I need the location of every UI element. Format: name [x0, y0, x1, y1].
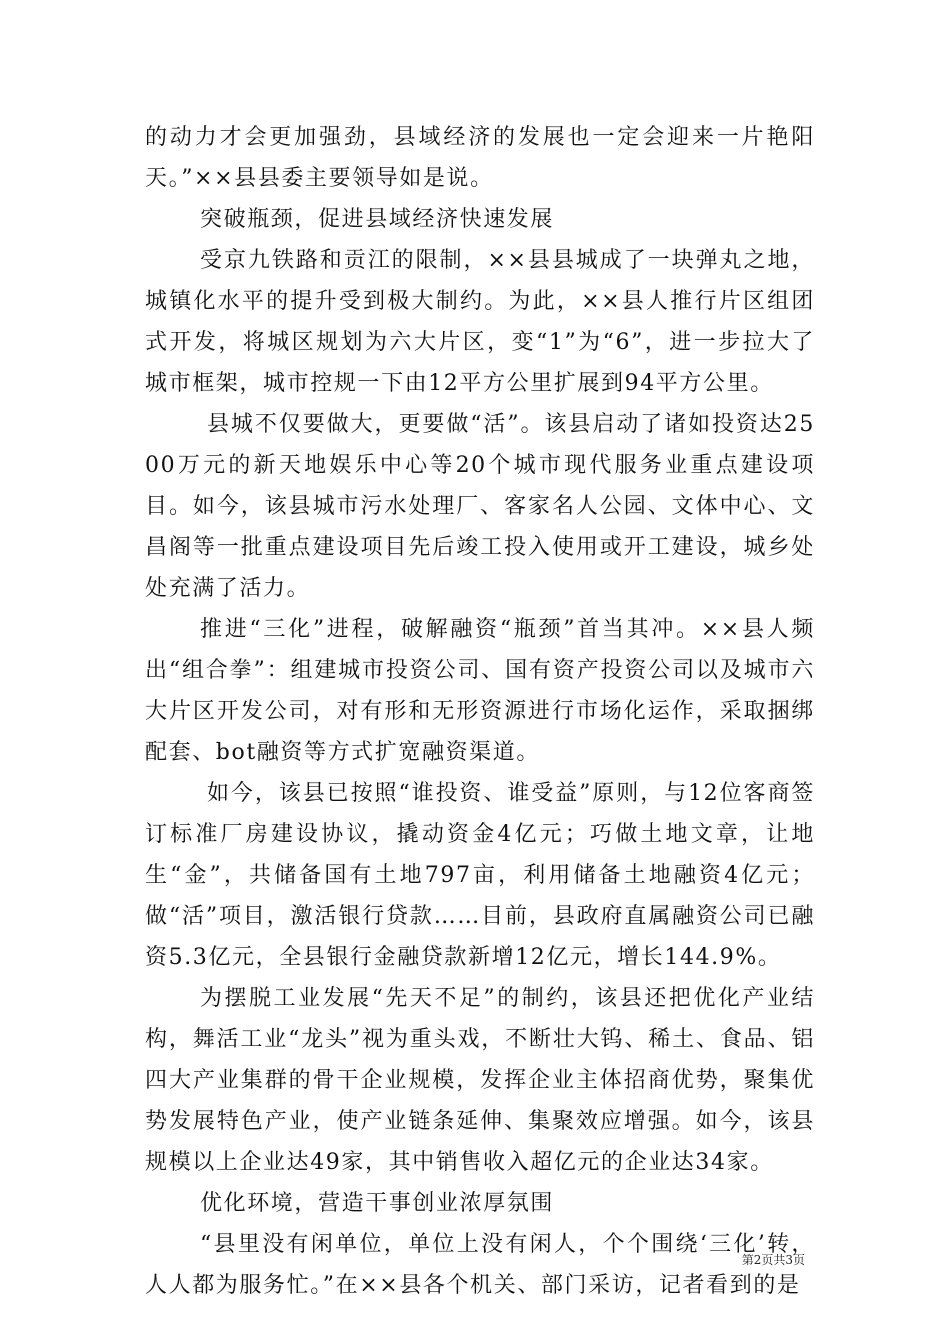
paragraph-urbanization: 受京九铁路和贡江的限制，××县县城成了一块弹丸之地，城镇化水平的提升受到极大制约。为此，××县人推行片区组团式开发，将城区规划为六大片区，变“1”为“6”，进一步拉大了城市框架，城市控规一下由12平方公里扩展到94平方公里。	[145, 248, 815, 396]
paragraph-city-vitality: 县城不仅要做大，更要做“活”。该县启动了诸如投资达2500万元的新天地娱乐中心等20个城市现代服务业重点建设项目。如今，该县城市污水处理厂、客家名人公园、文体中心、文昌阁等一批重点建设项目先后竣工投入使用或开工建设，城乡处处充满了活力。	[145, 412, 815, 601]
paragraph-service: “县里没有闲单位，单位上没有闲人，个个围绕‘三化’转，人人都为服务忙。”在××县各个机关、部门采访，记者看到的是	[145, 1232, 815, 1298]
section-heading-environment: 优化环境，营造干事创业浓厚氛围	[200, 1191, 555, 1216]
page-number-footer: 第2页共3页	[741, 1253, 805, 1267]
section-heading-breakthrough: 突破瓶颈，促进县域经济快速发展	[200, 207, 555, 232]
document-body	[145, 117, 815, 1306]
paragraph-continuation: 的动力才会更加强劲，县域经济的发展也一定会迎来一片艳阳天。”××县县委主要领导如是说。	[145, 125, 815, 191]
paragraph-industry: 为摆脱工业发展“先天不足”的制约，该县还把优化产业结构，舞活工业“龙头”视为重头戏，不断壮大钨、稀土、食品、铝四大产业集群的骨干企业规模，发挥企业主体招商优势，聚集优势发展特色产业，使产业链条延伸、集聚效应增强。如今，该县规模以上企业达49家，其中销售收入超亿元的企业达34家。	[145, 986, 815, 1175]
paragraph-financing: 推进“三化”进程，破解融资“瓶颈”首当其冲。××县人频出“组合拳”：组建城市投资公司、国有资产投资公司以及城市六大片区开发公司，对有形和无形资源进行市场化运作，采取捆绑配套、bot融资等方式扩宽融资渠道。	[145, 617, 815, 765]
paragraph-investment-results: 如今，该县已按照“谁投资、谁受益”原则，与12位客商签订标准厂房建设协议，撬动资金4亿元；巧做土地文章，让地生“金”，共储备国有土地797亩，利用储备土地融资4亿元；做“活”项目，激活银行贷款……目前，县政府直属融资公司已融资5.3亿元，全县银行金融贷款新增12亿元，增长144.9%。	[145, 781, 815, 970]
